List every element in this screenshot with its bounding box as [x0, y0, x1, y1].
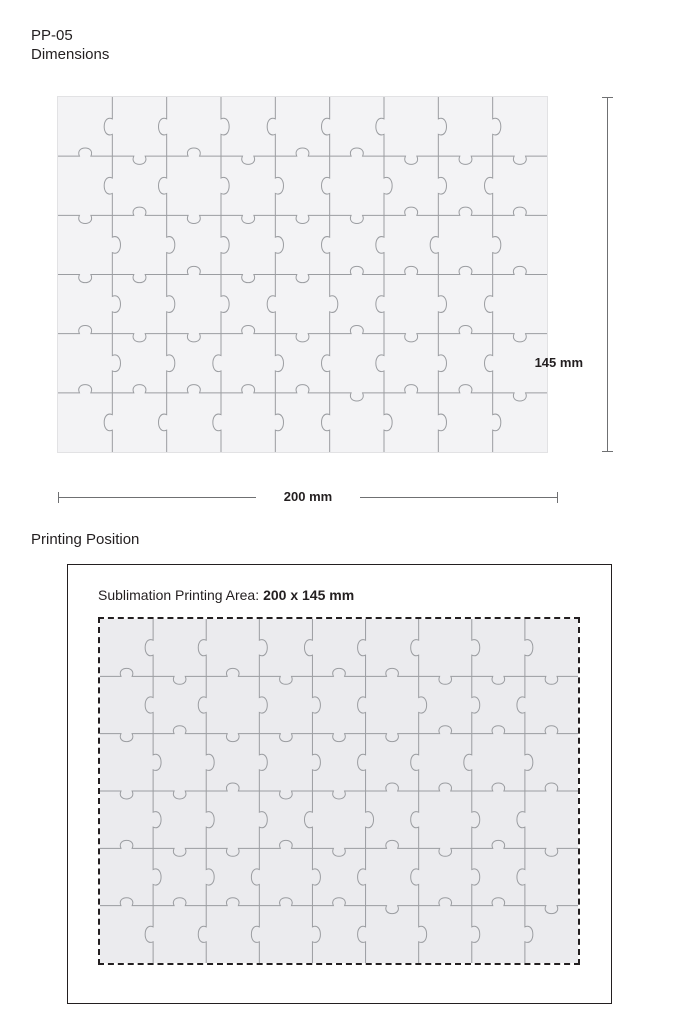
height-dimension-label: 145 mm — [534, 355, 583, 370]
width-dimension-line — [58, 489, 558, 504]
puzzle-grid-bottom — [100, 619, 578, 963]
document-header — [31, 26, 109, 64]
product-code: PP-05 — [31, 27, 73, 44]
width-dimension-cap-right — [557, 492, 558, 503]
printing-position-frame — [67, 564, 612, 1004]
height-dimension-line — [607, 97, 608, 452]
width-dimension-label: 200 mm — [278, 489, 338, 504]
puzzle-image-top — [58, 97, 547, 452]
printing-area-caption: Sublimation Printing Area: — [98, 587, 260, 603]
width-dimension-bar-left — [58, 497, 256, 498]
printing-area-boundary — [98, 617, 580, 965]
puzzle-image-bottom — [100, 619, 578, 963]
printing-position-title: Printing Position — [31, 531, 140, 548]
printing-area-value: 200 x 145 mm — [263, 587, 355, 603]
header-subtitle: Dimensions — [31, 46, 110, 63]
printing-area-label — [98, 587, 354, 603]
puzzle-grid-top — [58, 97, 547, 452]
dimensions-section — [0, 90, 689, 510]
width-dimension-bar-right — [360, 497, 558, 498]
